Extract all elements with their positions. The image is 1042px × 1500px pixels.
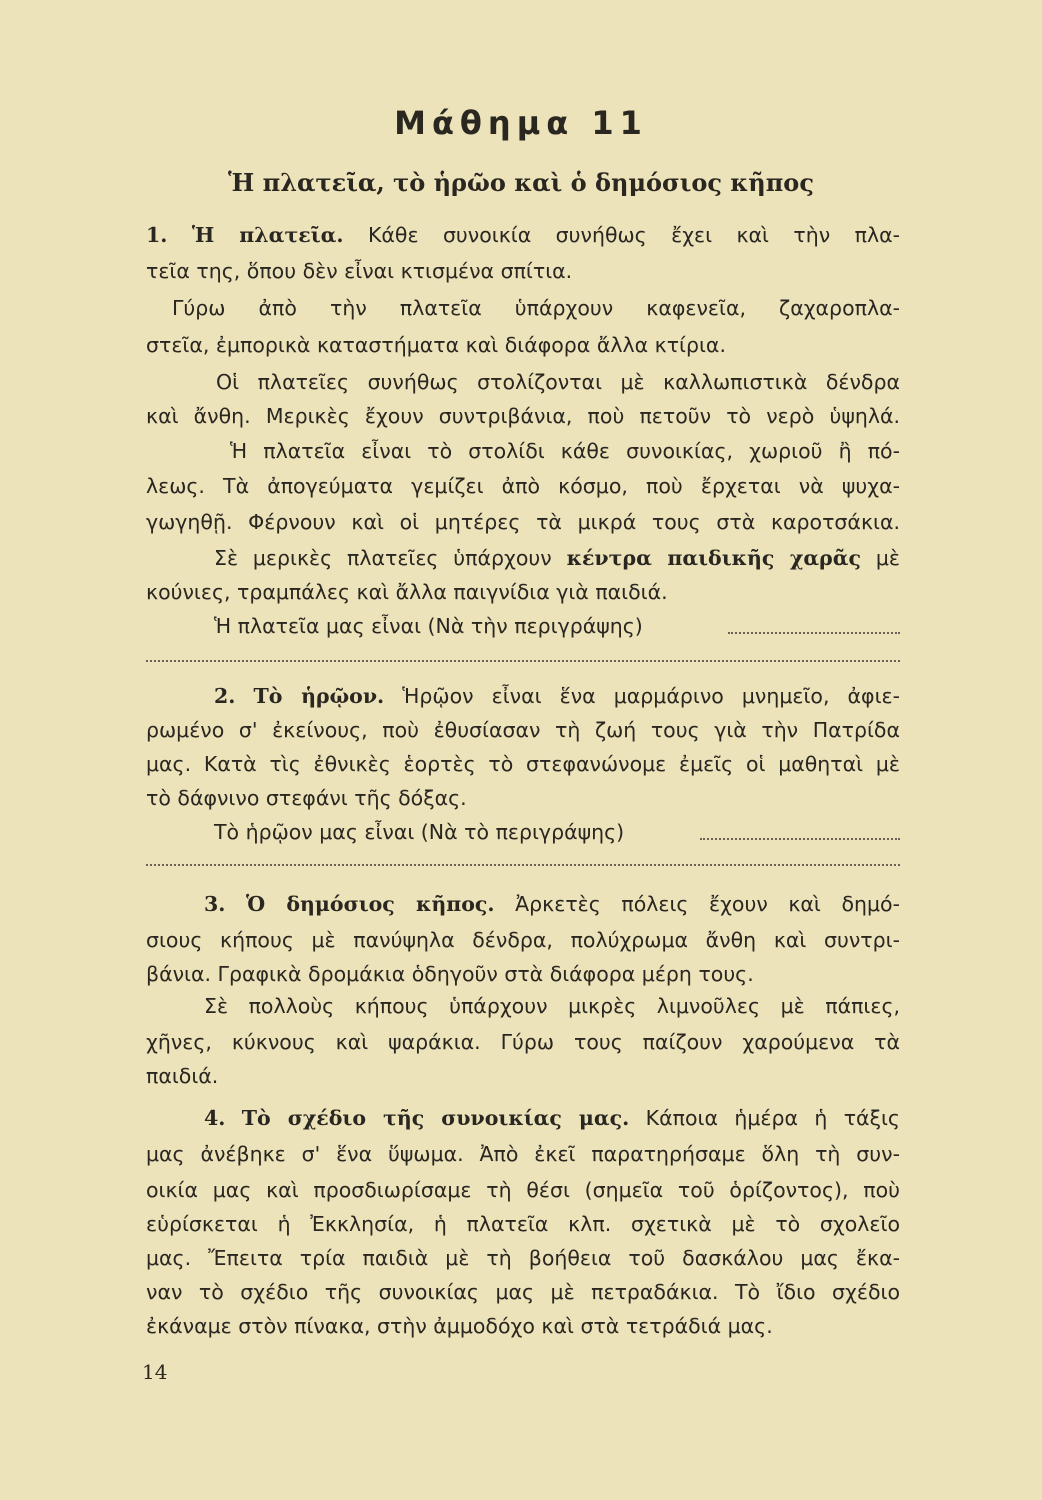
- lesson-title: Μάθημα 11: [394, 104, 648, 142]
- s1-fill-dots-1: [728, 632, 900, 634]
- s1-line-10: [214, 544, 900, 572]
- s1-line-5: Οἱ πλατεῖες συνήθως στολίζονται μὲ καλλωπιστικὰ δένδρα: [216, 370, 900, 394]
- s3-text-1: Ἀρκετὲς πόλεις ἔχουν καὶ δημό-: [515, 892, 900, 916]
- s3-line-6: παιδιά.: [146, 1064, 219, 1088]
- s1-number: 1.: [146, 223, 168, 247]
- s4-line-7: ἐκάναμε στὸν πίνακα, στὴν ἀμμοδόχο καὶ στὰ τετράδιά μας.: [146, 1314, 773, 1338]
- s2-number: 2.: [214, 684, 236, 708]
- s2-line-5: Τὸ ἡρῷον μας εἶναι (Νὰ τὸ περιγράψης): [214, 820, 625, 844]
- s1-line-7: Ἡ πλατεῖα εἶναι τὸ στολίδι κάθε συνοικίας, χωριοῦ ἢ πό-: [230, 439, 900, 463]
- s2-line-4: τὸ δάφνινο στεφάνι τῆς δόξας.: [146, 786, 467, 810]
- lesson-subtitle: Ἡ πλατεῖα, τὸ ἡρῶο καὶ ὁ δημόσιος κῆπος: [228, 168, 814, 197]
- s1-line-11: κούνιες, τραμπάλες καὶ ἄλλα παιγνίδια γιὰ παιδιά.: [146, 580, 668, 604]
- s2-line-2: ρωμένο σ' ἐκείνους, ποὺ ἐθυσίασαν τὴ ζωή τους γιὰ τὴν Πατρίδα: [146, 718, 900, 742]
- s1-text-10c: μὲ: [875, 546, 900, 570]
- s4-text-1: Κάποια ἡμέρα ἡ τάξις: [645, 1106, 900, 1130]
- s3-line-3: βάνια. Γραφικὰ δρομάκια ὁδηγοῦν στὰ διάφορα μέρη τους.: [146, 962, 754, 986]
- s1-line-8: λεως. Τὰ ἀπογεύματα γεμίζει ἀπὸ κόσμο, ποὺ ἔρχεται νὰ ψυχα-: [146, 474, 900, 498]
- s2-text-1: Ἡρῷον εἶναι ἕνα μαρμάρινο μνημεῖο, ἀφιε-: [402, 684, 900, 708]
- s1-line-1: [146, 221, 900, 249]
- s4-line-5: μας. Ἔπειτα τρία παιδιὰ μὲ τὴ βοήθεια τοῦ δασκάλου μας ἔκα-: [146, 1246, 900, 1270]
- s2-fill-dots-2: [146, 864, 900, 866]
- s2-fill-dots-1: [700, 838, 900, 840]
- page-number: 14: [142, 1360, 168, 1384]
- s4-line-2: μας ἀνέβηκε σ' ἕνα ὕψωμα. Ἀπὸ ἐκεῖ παρατηρήσαμε ὅλη τὴ συν-: [146, 1142, 900, 1166]
- s1-text-1: Κάθε συνοικία συνήθως ἔχει καὶ τὴν πλα-: [367, 223, 900, 247]
- s1-line-2: τεῖα της, ὅπου δὲν εἶναι κτισμένα σπίτια.: [146, 259, 573, 283]
- s4-number: 4.: [204, 1106, 226, 1130]
- s3-heading: Ὁ δημόσιος κῆπος.: [245, 892, 495, 916]
- s2-line-3: μας. Κατὰ τὶς ἐθνικὲς ἑορτὲς τὸ στεφανώνομε ἐμεῖς οἱ μαθηταὶ μὲ: [146, 752, 900, 776]
- s4-heading: Τὸ σχέδιο τῆς συνοικίας μας.: [241, 1106, 630, 1130]
- s3-line-1: [204, 890, 900, 918]
- s3-line-2: σιους κήπους μὲ πανύψηλα δένδρα, πολύχρωμα ἄνθη καὶ συντρι-: [146, 928, 900, 952]
- s1-line-4: στεῖα, ἐμπορικὰ καταστήματα καὶ διάφορα ἄλλα κτίρια.: [146, 333, 726, 357]
- s2-heading: Τὸ ἡρῷον.: [253, 684, 385, 708]
- s2-line-1: [214, 682, 900, 710]
- s1-line-9: γωγηθῇ. Φέρνουν καὶ οἱ μητέρες τὰ μικρά τους στὰ καροτσάκια.: [146, 510, 900, 534]
- s4-line-6: ναν τὸ σχέδιο τῆς συνοικίας μας μὲ πετραδάκια. Τὸ ἴδιο σχέδιο: [146, 1280, 900, 1304]
- s3-line-4: Σὲ πολλοὺς κήπους ὑπάρχουν μικρὲς λιμνοῦλες μὲ πάπιες,: [204, 994, 900, 1018]
- s1-text-10a: Σὲ μερικὲς πλατεῖες ὑπάρχουν: [214, 546, 552, 570]
- s3-number: 3.: [204, 892, 226, 916]
- s4-line-3: οικία μας καὶ προσδιωρίσαμε τὴ θέσι (σημεῖα τοῦ ὁρίζοντος), ποὺ: [146, 1178, 900, 1202]
- s1-heading: Ἡ πλατεῖα.: [191, 223, 344, 247]
- s1-fill-dots-2: [146, 660, 900, 662]
- s1-line-6: καὶ ἄνθη. Μερικὲς ἔχουν συντριβάνια, ποὺ πετοῦν τὸ νερὸ ὑψηλά.: [146, 404, 900, 428]
- s4-line-4: εὑρίσκεται ἡ Ἐκκλησία, ἡ πλατεῖα κλπ. σχετικὰ μὲ τὸ σχολεῖο: [146, 1212, 900, 1236]
- s4-line-1: [204, 1104, 900, 1132]
- s1-bold-phrase: κέντρα παιδικῆς χαρᾶς: [566, 546, 861, 570]
- s3-line-5: χῆνες, κύκνους καὶ ψαράκια. Γύρω τους παίζουν χαρούμενα τὰ: [146, 1030, 900, 1054]
- s1-line-12: Ἡ πλατεῖα μας εἶναι (Νὰ τὴν περιγράψης): [214, 614, 643, 638]
- s1-line-3: Γύρω ἀπὸ τὴν πλατεῖα ὑπάρχουν καφενεῖα, ζαχαροπλα-: [172, 296, 900, 320]
